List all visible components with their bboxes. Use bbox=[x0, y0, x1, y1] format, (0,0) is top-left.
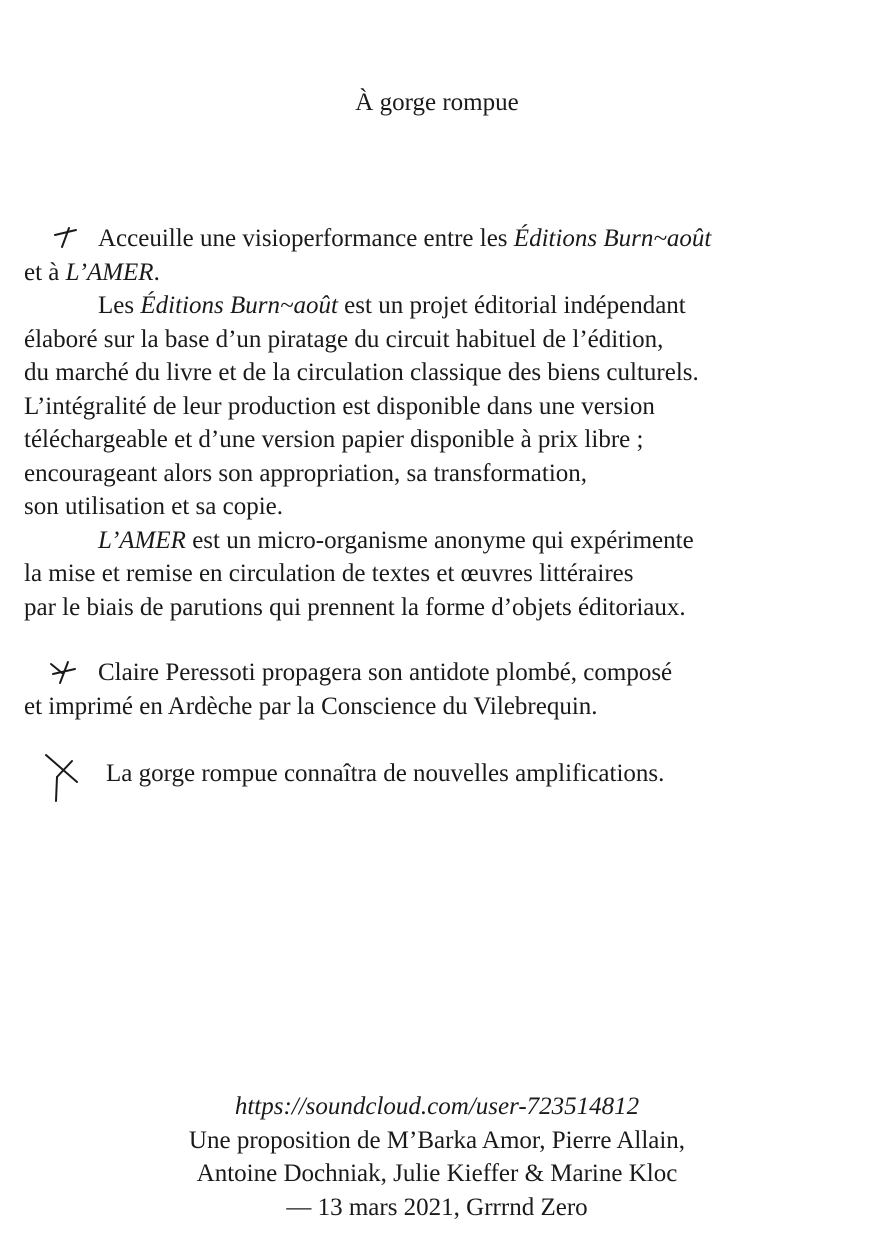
para-lamer-line: par le biais de parutions qui prennent la forme d’objets éditoriaux. bbox=[24, 593, 686, 621]
section1-line1-text: Acceuille une visioperformance entre les bbox=[98, 225, 514, 252]
credits-line: Antoine Dochniak, Julie Kieffer & Marine Kloc bbox=[196, 1160, 678, 1187]
section2-line2: et imprimé en Ardèche par la Conscience du Vilebrequin. bbox=[24, 692, 598, 720]
section2-line1: Claire Peressoti propagera son antidote plombé, composé bbox=[98, 659, 673, 686]
para-editions-line: du marché du livre et de la circulation classique des biens culturels. bbox=[24, 359, 699, 386]
section3-line1: La gorge rompue connaîtra de nouvelles amplifications. bbox=[106, 760, 665, 787]
lamer-name: L’AMER bbox=[65, 258, 154, 286]
para-editions-line: L’intégralité de leur production est disponible dans une version bbox=[24, 392, 655, 420]
para-editions-line: son utilisation et sa copie. bbox=[24, 493, 283, 520]
section1-line2 bbox=[24, 256, 854, 290]
soundcloud-link[interactable]: https://soundcloud.com/user-723514812 bbox=[234, 1093, 640, 1120]
page-title: À gorge rompue bbox=[355, 89, 519, 116]
para-editions-name: Éditions Burn~août bbox=[140, 292, 338, 319]
para-lamer-line1 bbox=[24, 524, 854, 558]
section1-line2-text: et à bbox=[24, 258, 66, 286]
para-editions-line: encourageant alors son appropriation, sa transformation, bbox=[24, 459, 588, 487]
section-claire bbox=[24, 656, 854, 723]
section1-line2-suffix: . bbox=[153, 258, 160, 286]
para-lamer-suffix: est un micro-organisme anonyme qui expérimente bbox=[185, 526, 694, 554]
para-lamer-line: la mise et remise en circulation de textes et œuvres littéraires bbox=[24, 560, 634, 587]
para-editions-line: élaboré sur la base d’un piratage du circuit habituel de l’édition, bbox=[24, 325, 664, 353]
section-gorge bbox=[24, 757, 854, 791]
date-venue: — 13 mars 2021, Grrrnd Zero bbox=[286, 1193, 588, 1221]
section-visioperformance bbox=[24, 222, 854, 624]
credits-line: Une proposition de M’Barka Amor, Pierre Allain, bbox=[188, 1126, 686, 1154]
para-lamer-name: L’AMER bbox=[98, 526, 186, 554]
editions-name: Éditions Burn~août bbox=[513, 225, 712, 252]
para-editions-line1 bbox=[24, 289, 854, 323]
para-editions-prefix: Les bbox=[98, 292, 141, 319]
section1-line1 bbox=[24, 222, 854, 256]
para-editions-suffix: est un projet éditorial indépendant bbox=[337, 292, 686, 319]
footer bbox=[0, 1090, 874, 1224]
para-editions-line: téléchargeable et d’une version papier disponible à prix libre ; bbox=[24, 426, 644, 453]
